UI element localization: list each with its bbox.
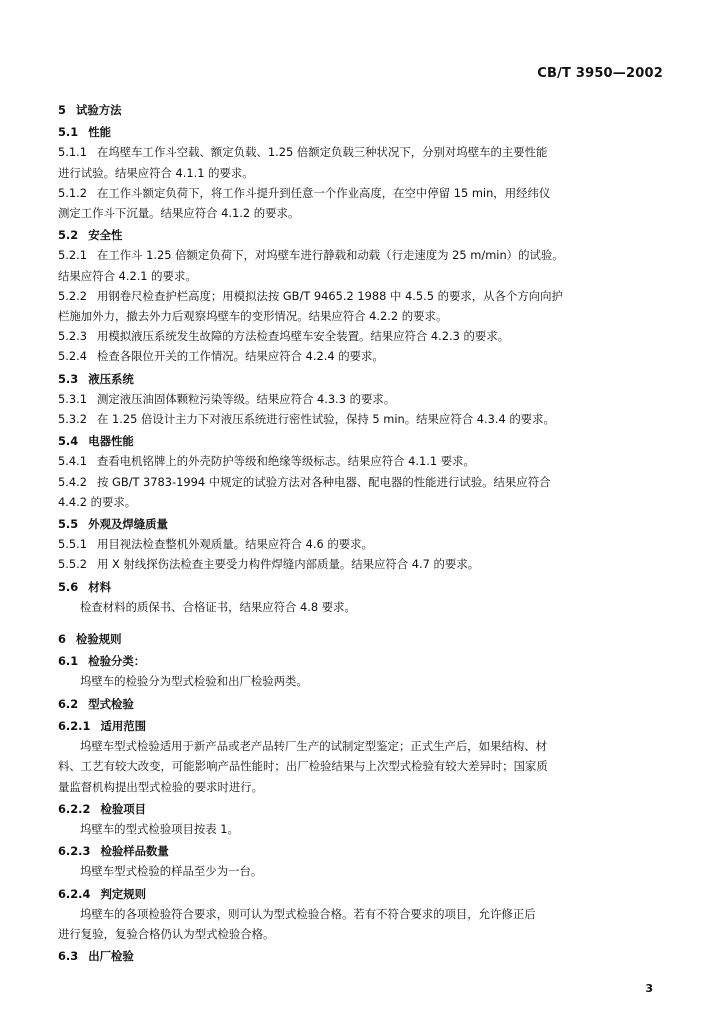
clause-text: 用 X 射线探伤法检查主要受力构件焊缝内部质量。结果应符合 4.7 的要求。 (96, 557, 480, 572)
clause-number: 5.5 (58, 517, 79, 532)
section-heading (58, 629, 668, 649)
clause-number: 6.2 (58, 696, 79, 711)
heading-text: 检验分类： (88, 654, 146, 669)
paragraph-line (58, 286, 668, 306)
paragraph-line (58, 306, 668, 326)
clause-text: 坞壁车的检验分为型式检验和出厂检验两类。 (80, 674, 308, 689)
clause-number: 6.2.4 (58, 886, 91, 901)
page-number: 3 (645, 982, 653, 995)
paragraph-line (58, 409, 668, 429)
heading-text: 判定规则 (100, 886, 147, 901)
clause-number: 5 (58, 103, 66, 117)
clause-text: 在 1.25 倍设计主力下对液压系统进行密性试验，保持 5 min。结果应符合 4.3.4 的要求。 (96, 412, 555, 427)
paragraph-line (58, 163, 668, 183)
heading-text: 液压系统 (88, 371, 134, 386)
heading-text: 检验样品数量 (100, 844, 169, 859)
clause-text: 在工作斗额定负荷下，将工作斗提升到任意一个作业高度，在空中停留 15 min，用经纬仪 (96, 185, 551, 200)
heading-text: 电器性能 (88, 434, 134, 449)
clause-text: 栏施加外力，撤去外力后观察坞壁车的变形情况。结果应符合 4.2.2 的要求。 (58, 309, 448, 324)
clause-text: 4.4.2 的要求。 (58, 494, 137, 509)
heading-text: 适用范围 (100, 718, 147, 733)
section-heading (58, 694, 668, 714)
paragraph-line (58, 266, 668, 286)
section-heading (58, 716, 668, 736)
paragraph-line (58, 671, 668, 691)
clause-text: 测定工作斗下沉量。结果应符合 4.1.2 的要求。 (58, 206, 300, 221)
clause-number: 5.3 (58, 371, 79, 386)
paragraph-line (58, 777, 668, 797)
clause-number: 6.2.2 (58, 801, 91, 816)
clause-number: 5.1.1 (58, 145, 87, 160)
clause-number: 6.2.3 (58, 844, 91, 859)
paragraph-line (58, 534, 668, 554)
clause-number: 6 (58, 632, 66, 647)
clause-number: 5.4.1 (58, 454, 87, 469)
clause-number: 5.2.4 (58, 349, 87, 364)
clause-number: 5.1 (58, 125, 79, 140)
clause-number: 5.4.2 (58, 474, 87, 489)
section-heading (58, 369, 668, 389)
clause-text: 坞壁车的各项检验符合要求，则可认为型式检验合格。若有不符合要求的项目，允许修正后 (80, 906, 536, 921)
clause-text: 用目视法检查整机外观质量。结果应符合 4.6 的要求。 (96, 537, 373, 552)
clause-number: 5.5.1 (58, 537, 87, 552)
document-body (58, 98, 668, 966)
paragraph-line (58, 451, 668, 471)
clause-text: 坞壁车型式检验的样品至少为一台。 (80, 864, 263, 879)
paragraph-line (58, 924, 668, 944)
heading-text: 出厂检验 (88, 949, 134, 964)
section-heading (58, 884, 668, 904)
section-heading (58, 651, 668, 671)
clause-text: 进行试验。结果应符合 4.1.1 的要求。 (58, 165, 254, 180)
heading-text: 型式检验 (88, 696, 134, 711)
paragraph-line (58, 597, 668, 617)
clause-number: 5.1.2 (58, 185, 87, 200)
clause-text: 在坞壁车工作斗空载、额定负载、1.25 倍额定负载三种状况下，分别对坞壁车的主要性能 (96, 145, 548, 160)
section-spacer (58, 617, 668, 627)
heading-text: 材料 (88, 579, 111, 594)
paragraph-line (58, 183, 668, 203)
paragraph-line (58, 861, 668, 881)
paragraph-line (58, 472, 668, 492)
clause-text: 结果应符合 4.2.1 的要求。 (58, 268, 197, 283)
clause-number: 5.2.2 (58, 288, 87, 303)
clause-text: 查看电机铭牌上的外壳防护等级和绝缘等级标志。结果应符合 4.1.1 要求。 (96, 454, 475, 469)
section-heading (58, 514, 668, 534)
clause-number: 5.6 (58, 579, 79, 594)
section-heading (58, 225, 668, 245)
clause-text: 检查材料的质保书、合格证书，结果应符合 4.8 要求。 (80, 599, 356, 614)
clause-number: 5.5.2 (58, 557, 87, 572)
section-heading (58, 946, 668, 966)
section-heading (58, 122, 668, 142)
clause-text: 用钢卷尺检查护栏高度；用模拟法按 GB/T 9465.2 1988 中 4.5.5 的要求，从各个方向向护 (96, 288, 563, 303)
clause-number: 5.3.2 (58, 412, 87, 427)
clause-text: 料、工艺有较大改变，可能影响产品性能时；出厂检验结果与上次型式检验有较大差异时；国家质 (58, 759, 548, 774)
heading-text: 外观及焊缝质量 (88, 517, 168, 532)
section-heading (58, 799, 668, 819)
clause-text: 测定液压油固体颗粒污染等级。结果应符合 4.3.3 的要求。 (96, 391, 396, 406)
paragraph-line (58, 245, 668, 265)
clause-number: 5.4 (58, 434, 79, 449)
clause-number: 5.2 (58, 228, 79, 243)
clause-text: 进行复验，复验合格仍认为型式检验合格。 (58, 926, 275, 941)
clause-text: 量监督机构提出型式检验的要求时进行。 (58, 779, 264, 794)
clause-number: 5.2.1 (58, 248, 87, 263)
paragraph-line (58, 389, 668, 409)
paragraph-line (58, 736, 668, 756)
heading-text: 试验方法 (75, 103, 122, 117)
paragraph-line (58, 904, 668, 924)
section-heading (58, 100, 668, 120)
paragraph-line (58, 756, 668, 776)
section-heading (58, 841, 668, 861)
clause-number: 6.2.1 (58, 718, 91, 733)
paragraph-line (58, 819, 668, 839)
heading-text: 检验项目 (100, 801, 147, 816)
clause-text: 按 GB/T 3783-1994 中规定的试验方法对各种电器、配电器的性能进行试验。结果应符合 (96, 474, 551, 489)
clause-text: 用模拟液压系统发生故障的方法检查坞壁车安全装置。结果应符合 4.2.3 的要求。 (96, 329, 510, 344)
paragraph-line (58, 554, 668, 574)
paragraph-line (58, 492, 668, 512)
section-heading (58, 431, 668, 451)
heading-text: 安全性 (88, 228, 123, 243)
clause-text: 检查各限位开关的工作情况。结果应符合 4.2.4 的要求。 (96, 349, 384, 364)
clause-number: 6.1 (58, 654, 79, 669)
section-heading (58, 577, 668, 597)
clause-number: 5.2.3 (58, 329, 87, 344)
heading-text: 性能 (88, 125, 111, 140)
paragraph-line (58, 346, 668, 366)
clause-number: 5.3.1 (58, 391, 87, 406)
clause-text: 在工作斗 1.25 倍额定负荷下，对坞壁车进行静载和动载（行走速度为 25 m/min）的试验。 (96, 248, 564, 263)
paragraph-line (58, 142, 668, 162)
clause-text: 坞壁车的型式检验项目按表 1。 (80, 821, 239, 836)
paragraph-line (58, 203, 668, 223)
paragraph-line (58, 326, 668, 346)
standard-number: CB/T 3950—2002 (537, 66, 663, 81)
heading-text: 检验规则 (75, 632, 122, 647)
clause-text: 坞壁车型式检验适用于新产品或老产品转厂生产的试制定型鉴定；正式生产后，如果结构、材 (80, 739, 548, 754)
clause-number: 6.3 (58, 949, 79, 964)
